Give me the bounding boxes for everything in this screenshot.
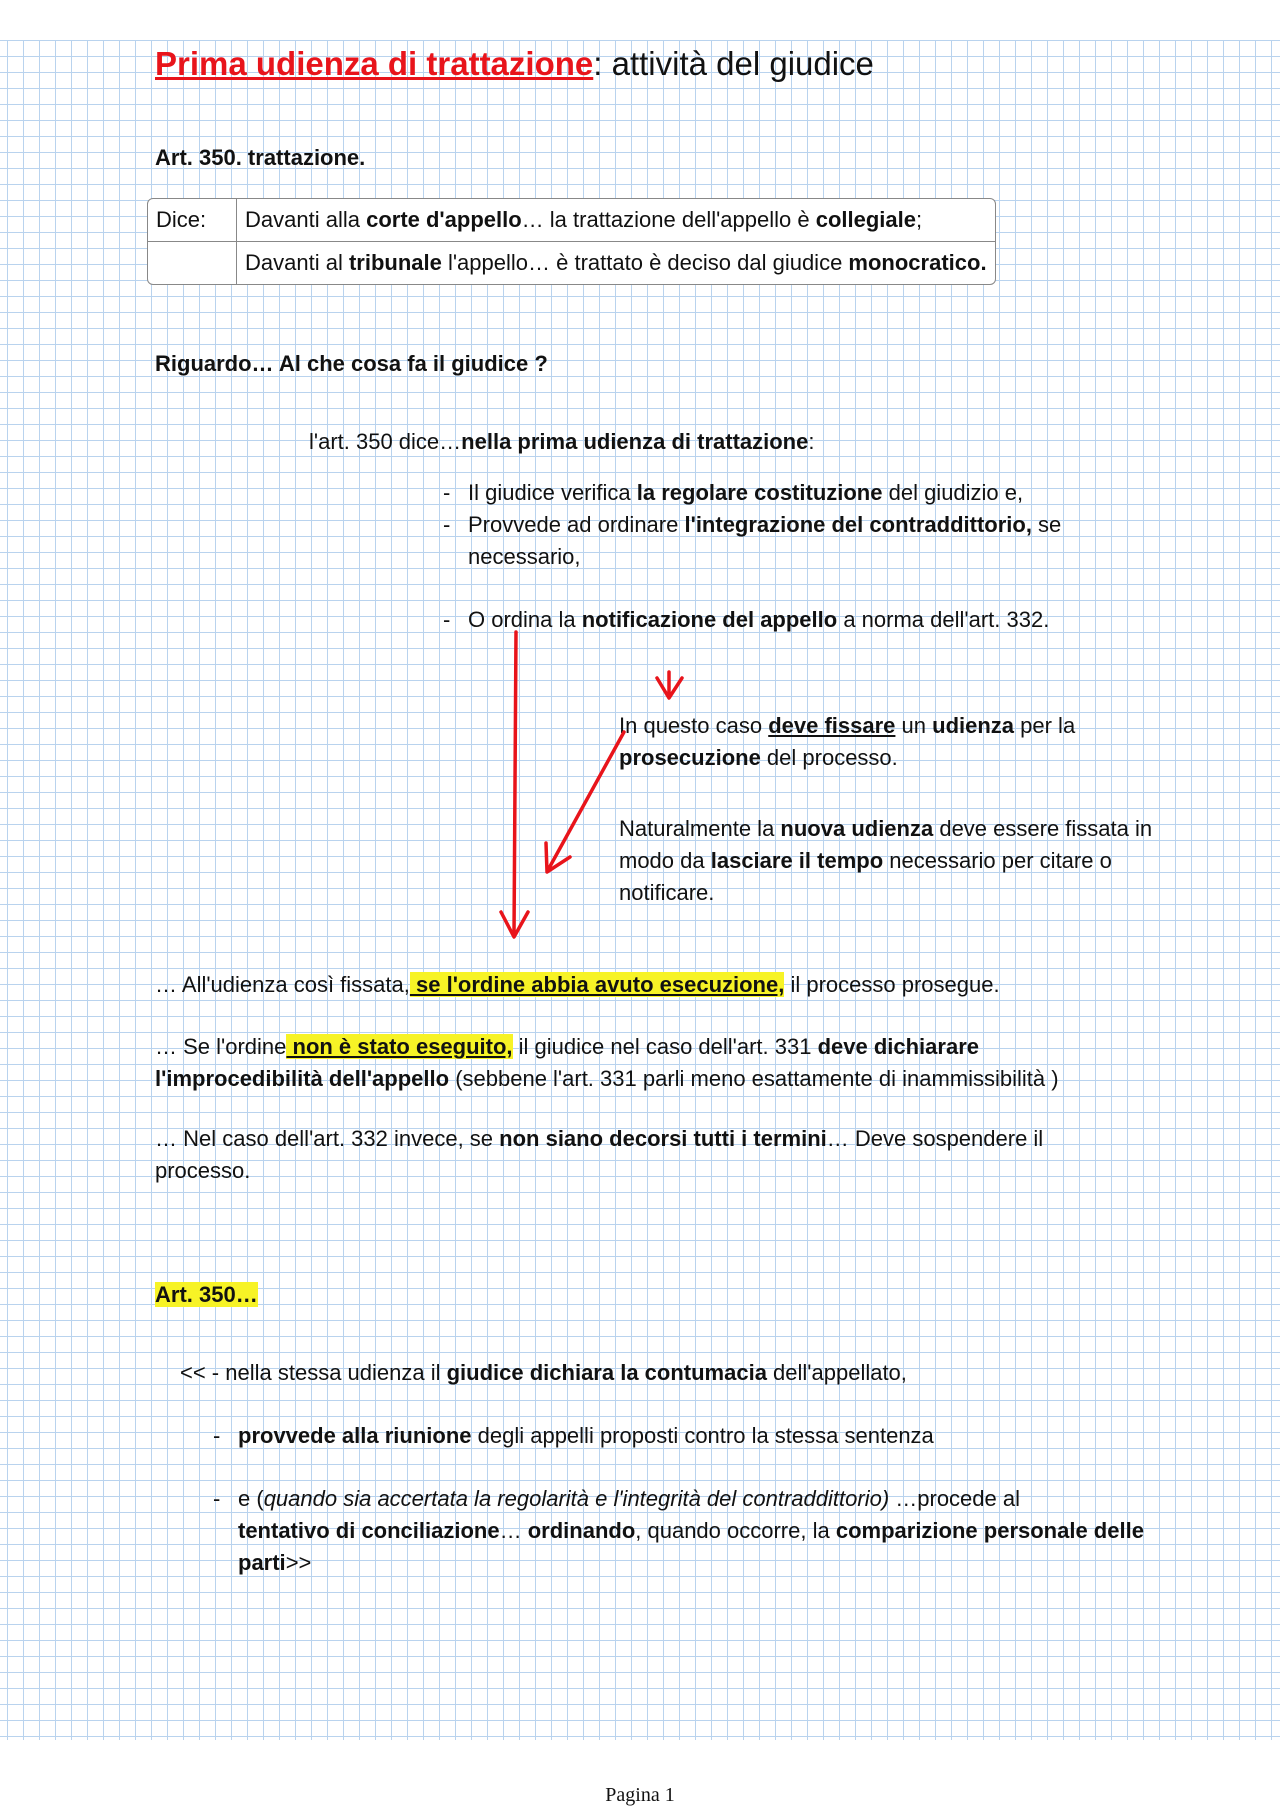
paragraph: … Nel caso dell'art. 332 invece, se non siano decorsi tutti i termini… Deve sospendere il: [155, 1126, 1044, 1151]
note-line: prosecuzione del processo.: [619, 745, 898, 770]
list-item-continuation: necessario,: [468, 544, 581, 569]
page-footer: Pagina 1: [605, 1784, 675, 1806]
note-line: Naturalmente la nuova udienza deve essere fissata in: [619, 816, 1153, 841]
table-label: Dice:: [148, 199, 237, 242]
note-line: In questo caso deve fissare un udienza per la: [619, 713, 1076, 738]
paragraph: … Se l'ordine non è stato eseguito, il giudice nel caso dell'art. 331 deve dichiarare: [155, 1034, 980, 1059]
paragraph: … All'udienza così fissata, se l'ordine abbia avuto esecuzione, il processo prosegue.: [155, 972, 1000, 997]
question-heading: Riguardo… Al che cosa fa il giudice ?: [155, 351, 548, 376]
quote-item-continuation: parti>>: [238, 1550, 312, 1575]
list-item: - Il giudice verifica la regolare costituzione del giudizio e,: [443, 480, 1024, 505]
intro-line: l'art. 350 dice…nella prima udienza di trattazione:: [309, 429, 815, 454]
note-line: modo da lasciare il tempo necessario per citare o: [619, 848, 1112, 873]
quote-line: << - nella stessa udienza il giudice dichiara la contumacia dell'appellato,: [180, 1360, 907, 1385]
arrow-diagonal: [546, 732, 624, 872]
table-row-2: Davanti al tribunale l'appello… è trattato è deciso dal giudice monocratico.: [245, 250, 987, 275]
list-item: - O ordina la notificazione del appello a norma dell'art. 332.: [443, 607, 1050, 632]
title-highlight: Prima udienza di trattazione: [155, 45, 594, 82]
list-item: - Provvede ad ordinare l'integrazione del contraddittorio, se: [443, 512, 1062, 537]
paragraph-continuation: processo.: [155, 1158, 251, 1183]
article-heading-2: Art. 350…: [155, 1282, 258, 1307]
quote-item-continuation: tentativo di conciliazione… ordinando, quando occorre, la comparizione personale delle: [238, 1518, 1144, 1543]
quote-item: - provvede alla riunione degli appelli proposti contro la stessa sentenza: [213, 1423, 934, 1448]
paragraph-continuation: l'improcedibilità dell'appello (sebbene l'art. 331 parli meno esattamente di inammissibilità ): [155, 1066, 1059, 1091]
quote-item: - e (quando sia accertata la regolarità e l'integrità del contraddittorio) …procede al: [213, 1486, 1020, 1511]
title-rest: : attività del giudice: [593, 45, 874, 82]
article-heading: Art. 350. trattazione.: [155, 145, 366, 170]
arrow-short-down: [657, 672, 682, 698]
note-line: notificare.: [619, 880, 715, 905]
table-row-1: Davanti alla corte d'appello… la trattazione dell'appello è collegiale;: [237, 199, 995, 242]
arrow-long-down: [501, 632, 528, 937]
